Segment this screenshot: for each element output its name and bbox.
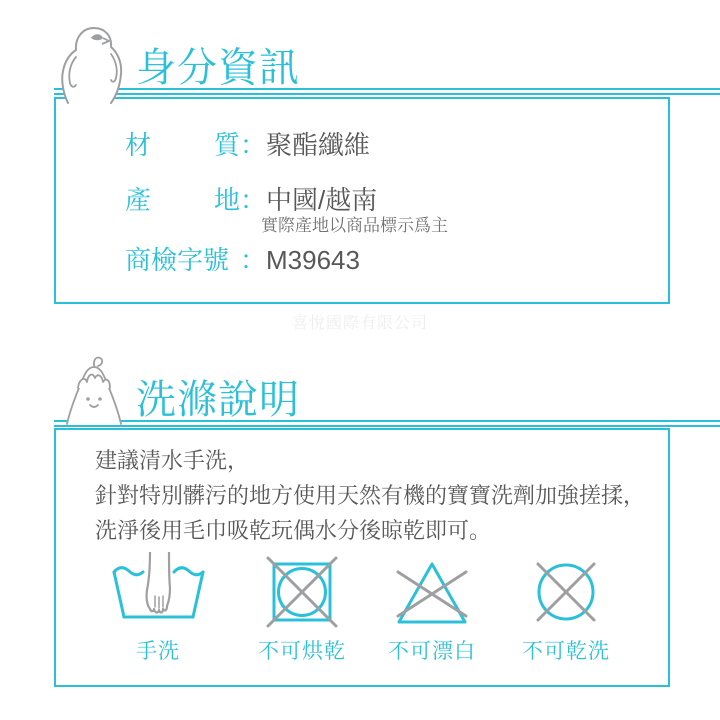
company-watermark: 喜悅國際有限公司 — [291, 315, 428, 332]
no-tumble-dry-icon — [247, 552, 357, 630]
identity-section-title: 身分資訊 — [136, 46, 300, 90]
no-bleach-icon — [377, 552, 487, 630]
origin-row: 產 地 ：中國/越南 — [125, 180, 377, 217]
inspection-number-label: 商檢字號 — [125, 245, 230, 275]
identity-info-box — [54, 97, 670, 304]
washing-info-box — [54, 428, 670, 687]
washing-instruction-line: 建議清水手洗， — [95, 448, 250, 473]
origin-value: 中國/越南 — [266, 185, 378, 215]
care-label: 不可漂白 — [388, 640, 476, 663]
penguin-icon — [56, 24, 134, 109]
no-dry-clean-icon — [511, 552, 621, 630]
care-symbol-no-tumble-dry — [247, 552, 357, 665]
care-symbol-hand-wash — [103, 552, 213, 665]
identity-header-rule — [54, 88, 720, 95]
care-label: 不可乾洗 — [522, 640, 610, 663]
washing-section-title: 洗滌說明 — [136, 378, 300, 422]
inspection-number-row: 商檢字號 ：M39643 — [125, 240, 360, 277]
care-label: 不可烘乾 — [258, 640, 346, 663]
material-label: 材 質 — [125, 130, 240, 160]
care-symbol-no-dry-clean — [511, 552, 621, 665]
origin-label: 產 地 — [125, 185, 240, 215]
sprout-character-icon — [58, 354, 130, 431]
hand-wash-icon — [103, 552, 213, 630]
inspection-number-value: M39643 — [266, 245, 360, 275]
material-row: 材 質 ：聚酯纖維 — [125, 125, 370, 162]
washing-instruction-line: 針對特別髒污的地方使用天然有機的寶寶洗劑加強搓揉， — [95, 483, 646, 508]
care-symbol-no-bleach — [377, 552, 487, 665]
material-value: 聚酯纖維 — [266, 130, 371, 160]
care-label: 手洗 — [136, 640, 180, 663]
washing-instruction-line: 洗淨後用毛巾吸乾玩偶水分後晾乾即可。 — [95, 518, 492, 543]
origin-note: 實際產地以商品標示爲主 — [261, 216, 448, 235]
washing-header-rule — [54, 420, 720, 427]
